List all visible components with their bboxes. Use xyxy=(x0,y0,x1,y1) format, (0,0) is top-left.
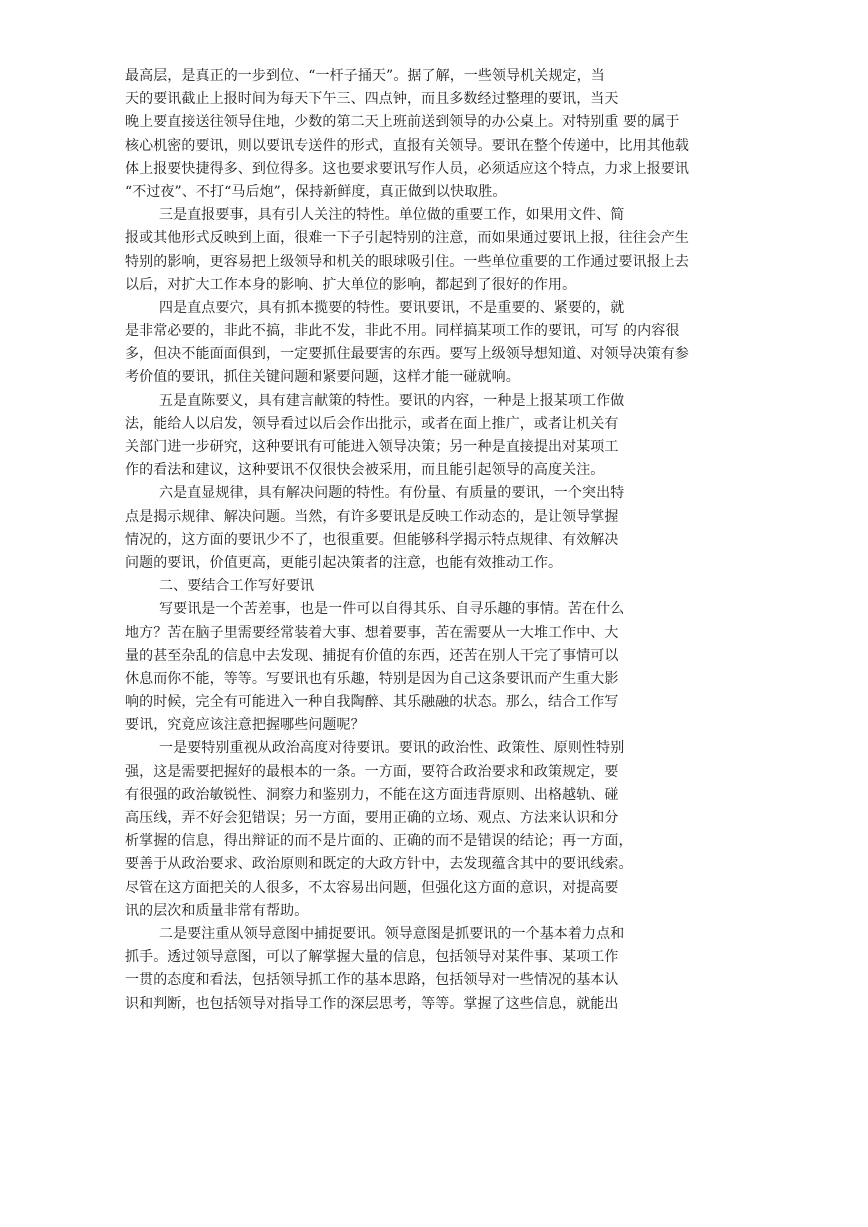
text-line: 多，但决不能面面俱到，一定要抓住最要害的东西。要写上级领导想知道、对领导决策有参 xyxy=(125,346,689,363)
body-text xyxy=(125,65,725,1016)
text-line: 有很强的政治敏锐性、洞察力和鉴别力，不能在这方面违背原则、出格越轨、碰 xyxy=(125,786,619,803)
paragraph-first-line: 一是要特别重视从政治高度对待要讯。要讯的政治性、政策性、原则性特别 xyxy=(159,740,625,757)
paragraph-first-line: 写要讯是一个苦差事，也是一件可以自得其乐、自寻乐趣的事情。苦在什么 xyxy=(159,601,625,618)
text-line: 析掌握的信息，得出辩证的而不是片面的、正确的而不是错误的结论；再一方面， xyxy=(125,833,633,850)
text-line: 作的看法和建议，这种要讯不仅很快会被采用，而且能引起领导的高度关注。 xyxy=(125,462,605,479)
text-line: 响的时候，完全有可能进入一种自我陶醉、其乐融融的状态。那么，结合工作写 xyxy=(125,694,619,711)
text-line: 讯的层次和质量非常有帮助。 xyxy=(125,902,309,919)
paragraph-first-line: 六是直显规律，具有解决问题的特性。有份量、有质量的要讯，一个突出特 xyxy=(159,485,625,502)
text-line: 关部门进一步研究，这种要讯有可能进入领导决策；另一种是直接提出对某项工 xyxy=(125,439,619,455)
text-line: 地方？苦在脑子里需要经常装着大事、想着要事，苦在需要从一大堆工作中、大 xyxy=(125,624,619,641)
paragraph-first-line: 二、要结合工作写好要讯 xyxy=(159,578,315,595)
text-line: 尽管在这方面把关的人很多，不太容易出问题，但强化这方面的意识，对提高要 xyxy=(125,879,619,896)
text-line: 强，这是需要把握好的最根本的一条。一方面，要符合政治要求和政策规定，要 xyxy=(125,763,619,780)
text-line: 问题的要讯，价值更高，更能引起决策者的注意，也能有效推动工作。 xyxy=(125,554,563,571)
text-line: 一贯的态度和看法，包括领导抓工作的基本思路，包括领导对一些情况的基本认 xyxy=(125,972,619,989)
text-line: 要讯，究竟应该注意把握哪些问题呢？ xyxy=(125,717,365,734)
paragraph-first-line: 五是直陈要义，具有建言献策的特性。要讯的内容，一种是上报某项工作做 xyxy=(159,392,625,409)
text-line: 以后，对扩大工作本身的影响、扩大单位的影响，都起到了很好的作用。 xyxy=(125,276,577,293)
text-line: 情况的，这方面的要讯少不了，也很重要。但能够科学揭示特点规律、有效解决 xyxy=(125,531,619,548)
text-line: 天的要讯截止上报时间为每天下午三、四点钟，而且多数经过整理的要讯，当天 xyxy=(125,91,619,108)
text-line: 识和判断，也包括领导对指导工作的深层思考，等等。掌握了这些信息，就能出 xyxy=(125,995,619,1012)
paragraph-first-line: 三是直报要事，具有引人关注的特性。单位做的重要工作，如果用文件、简 xyxy=(159,207,625,224)
text-line: 晚上要直接送往领导住地，少数的第二天上班前送到领导的办公桌上。对特别重 要的属于 xyxy=(125,114,680,131)
text-line: “不过夜”、不打“马后炮”，保持新鲜度，真正做到以快取胜。 xyxy=(125,183,507,200)
text-line: 要善于从政治要求、政治原则和既定的大政方针中，去发现蕴含其中的要讯线索。 xyxy=(125,856,633,873)
text-line: 休息而你不能，等等。写要讯也有乐趣，特别是因为自己这条要讯而产生重大影 xyxy=(125,670,619,687)
text-line: 体上报要快捷得多、到位得多。这也要求要讯写作人员，必须适应这个特点，力求上报要讯 xyxy=(125,160,689,177)
text-line: 量的甚至杂乱的信息中去发现、捕捉有价值的东西，还苦在别人干完了事情可以 xyxy=(125,647,619,664)
text-line: 考价值的要讯，抓住关键问题和紧要问题，这样才能一碰就响。 xyxy=(125,369,520,386)
text-line: 点是揭示规律、解决问题。当然，有许多要讯是反映工作动态的，是让领导掌握 xyxy=(125,508,619,525)
text-line: 法，能给人以启发，领导看过以后会作出批示，或者在面上推广，或者让机关有 xyxy=(125,415,619,432)
text-line: 特别的影响，更容易把上级领导和机关的眼球吸引住。一些单位重要的工作通过要讯报上去 xyxy=(125,253,689,270)
text-line: 核心机密的要讯，则以要讯专送件的形式，直报有关领导。要讯在整个传递中，比用其他载 xyxy=(125,137,689,154)
text-line: 最高层，是真正的一步到位、“一杆子捅天”。据了解，一些领导机关规定，当 xyxy=(125,68,605,84)
text-line: 是非常必要的，非此不搞，非此不发，非此不用。同样搞某项工作的要讯，可写 的内容很 xyxy=(125,323,680,340)
text-line: 高压线，弄不好会犯错误；另一方面，要用正确的立场、观点、方法来认识和分 xyxy=(125,810,619,826)
text-line: 抓手。透过领导意图，可以了解掌握大量的信息，包括领导对某件事、某项工作 xyxy=(125,949,619,966)
paragraph-first-line: 四是直点要穴，具有抓本揽要的特性。要讯要讯，不是重要的、紧要的，就 xyxy=(159,299,625,316)
text-line: 报或其他形式反映到上面，很难一下子引起特别的注意，而如果通过要讯上报，往往会产生 xyxy=(125,230,689,247)
paragraph-first-line: 二是要注重从领导意图中捕捉要讯。领导意图是抓要讯的一个基本着力点和 xyxy=(159,925,625,942)
